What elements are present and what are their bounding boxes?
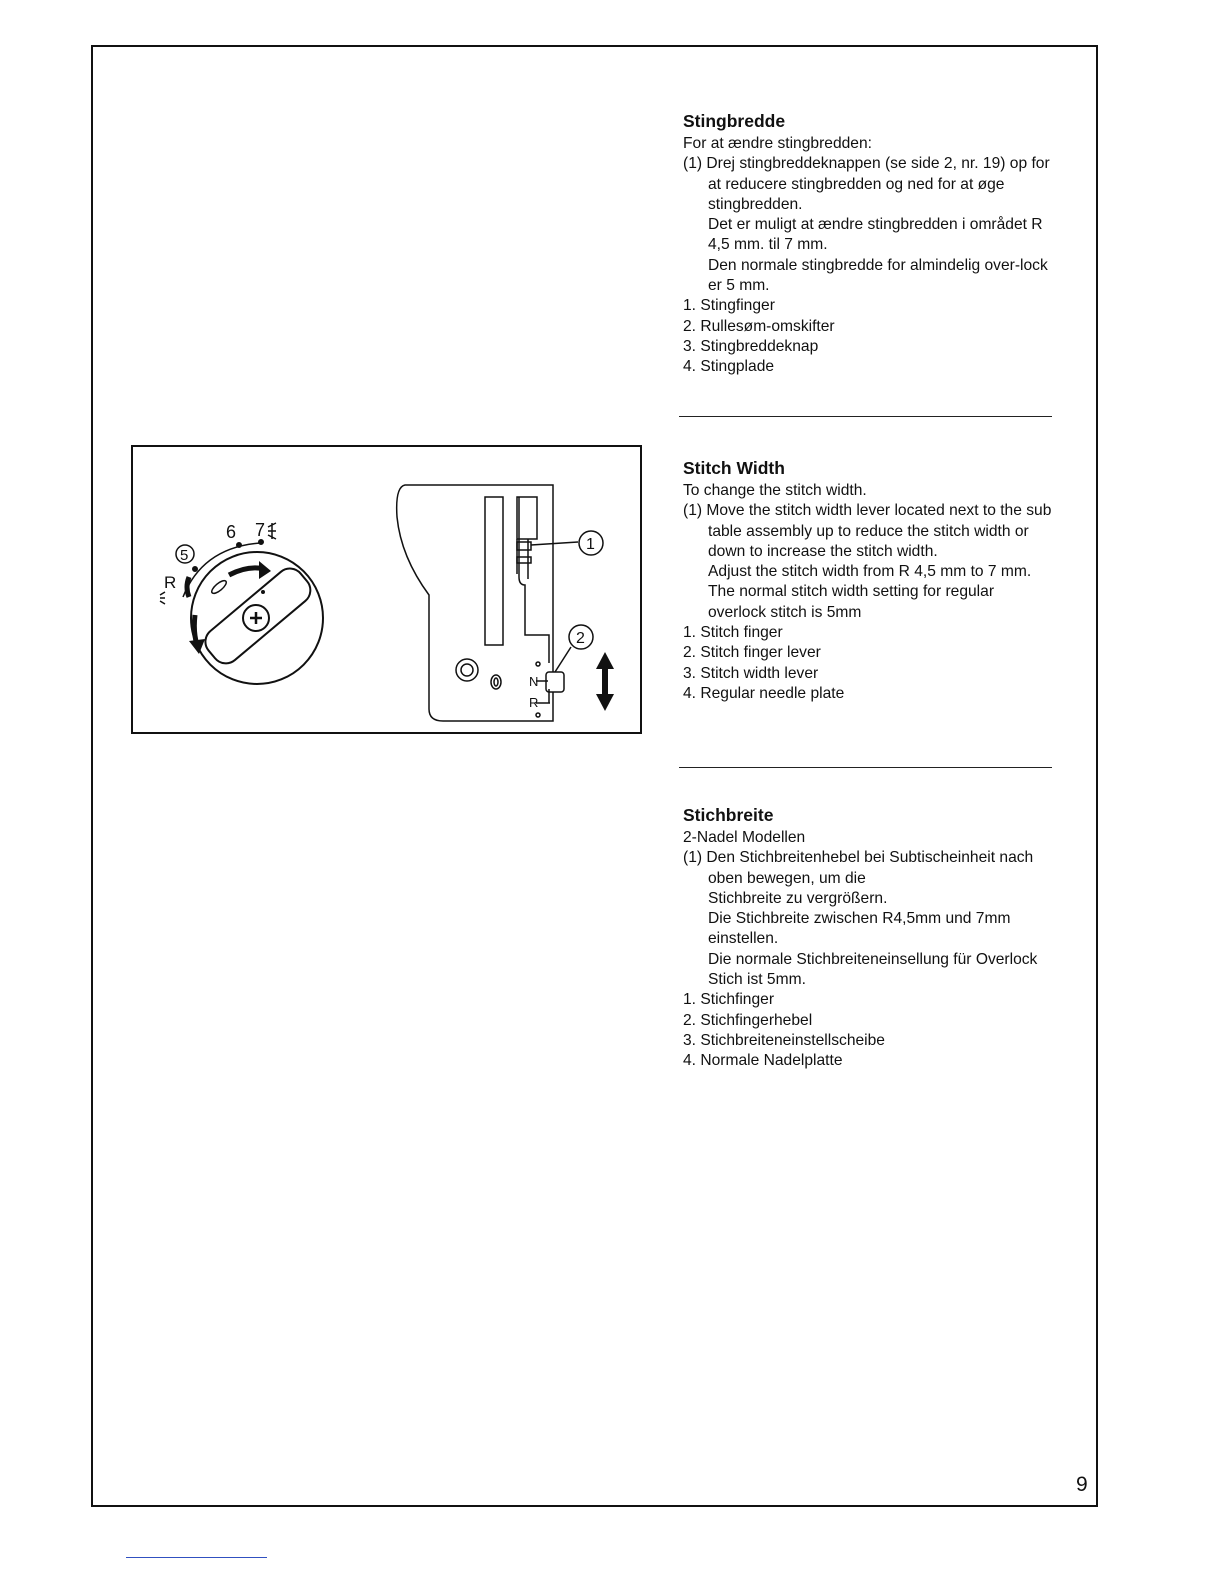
english-section — [683, 457, 1055, 704]
dial-label-6: 6 — [226, 522, 237, 542]
footer-line — [126, 1557, 267, 1558]
english-title: Stitch Width — [683, 458, 785, 478]
up-down-arrow-icon — [596, 652, 614, 711]
english-note-1: Adjust the stitch width from R 4,5 mm to 7 mm. — [708, 563, 1032, 581]
german-note-2: Die normale Stichbreiteneinsellung für Overlock Stich ist 5mm. — [708, 950, 1038, 989]
stitch-width-figure — [131, 445, 642, 734]
list-item: 4. Regular needle plate — [683, 684, 845, 702]
english-intro: To change the stitch width. — [683, 482, 867, 499]
divider — [679, 416, 1052, 417]
list-item: 4. Normale Nadelplatte — [683, 1052, 843, 1070]
german-step-1b: Stichbreite zu vergrößern. — [708, 889, 888, 907]
plate-label-r: R — [529, 695, 539, 710]
german-title: Stichbreite — [683, 805, 774, 825]
danish-intro: For at ændre stingbredden: — [683, 135, 872, 152]
list-item: 1. Stichfinger — [683, 991, 775, 1009]
callout-2 — [569, 625, 593, 649]
list-item: 3. Stitch width lever — [683, 664, 819, 682]
list-item: 3. Stichbreiteneinstellscheibe — [683, 1031, 885, 1049]
german-note-1: Die Stichbreite zwischen R4,5mm und 7mm einstellen. — [708, 910, 1011, 948]
stitch-width-dial — [183, 540, 323, 685]
callout-1 — [579, 531, 603, 555]
plate-label-n: N — [529, 674, 539, 689]
english-note-2: The normal stitch width setting for regular overlock stitch is 5mm — [708, 583, 995, 621]
list-item: 1. Stitch finger — [683, 624, 783, 642]
english-step-1: (1) Move the stitch width lever located next to the sub table assembly up to reduce the stitch width or down to increase the stitch width. — [683, 502, 1052, 560]
danish-note-2: Den normale stingbredde for almindelig over-lock er 5 mm. — [708, 256, 1048, 295]
list-item: 2. Stitch finger lever — [683, 644, 821, 662]
dial-label-5: 5 — [180, 547, 189, 564]
dial-label-r: R — [164, 573, 177, 592]
danish-section — [683, 110, 1055, 378]
needle-plate — [397, 485, 578, 721]
page-number: 9 — [1076, 1473, 1088, 1496]
danish-step-1: (1) Drej stingbreddeknappen (se side 2, nr. 19) op for at reducere stingbredden og ned for at øge stingbredden. — [683, 155, 1050, 213]
dial-label-7: 7 — [255, 520, 266, 540]
list-item: 3. Stingbreddeknap — [683, 337, 819, 355]
english-parts-list — [683, 623, 1055, 704]
list-item: 1. Stingfinger — [683, 297, 775, 315]
list-item: 2. Stichfingerhebel — [683, 1011, 813, 1029]
figure-illustration — [133, 447, 640, 732]
danish-note-1: Det er muligt at ændre stingbredden i området R 4,5 mm. til 7 mm. — [708, 216, 1043, 254]
german-intro: 2-Nadel Modellen — [683, 829, 806, 846]
danish-parts-list — [683, 296, 1055, 377]
danish-title: Stingbredde — [683, 111, 786, 131]
divider — [679, 767, 1052, 768]
list-item: 4. Stingplade — [683, 358, 775, 376]
german-section — [683, 804, 1055, 1072]
svg-text:2: 2 — [576, 630, 585, 647]
list-item: 2. Rullesøm-omskifter — [683, 317, 835, 335]
german-parts-list — [683, 990, 1055, 1071]
german-step-1: (1) Den Stichbreitenhebel bei Subtischeinheit nach oben bewegen, um die — [683, 849, 1034, 887]
svg-text:1: 1 — [586, 536, 595, 553]
